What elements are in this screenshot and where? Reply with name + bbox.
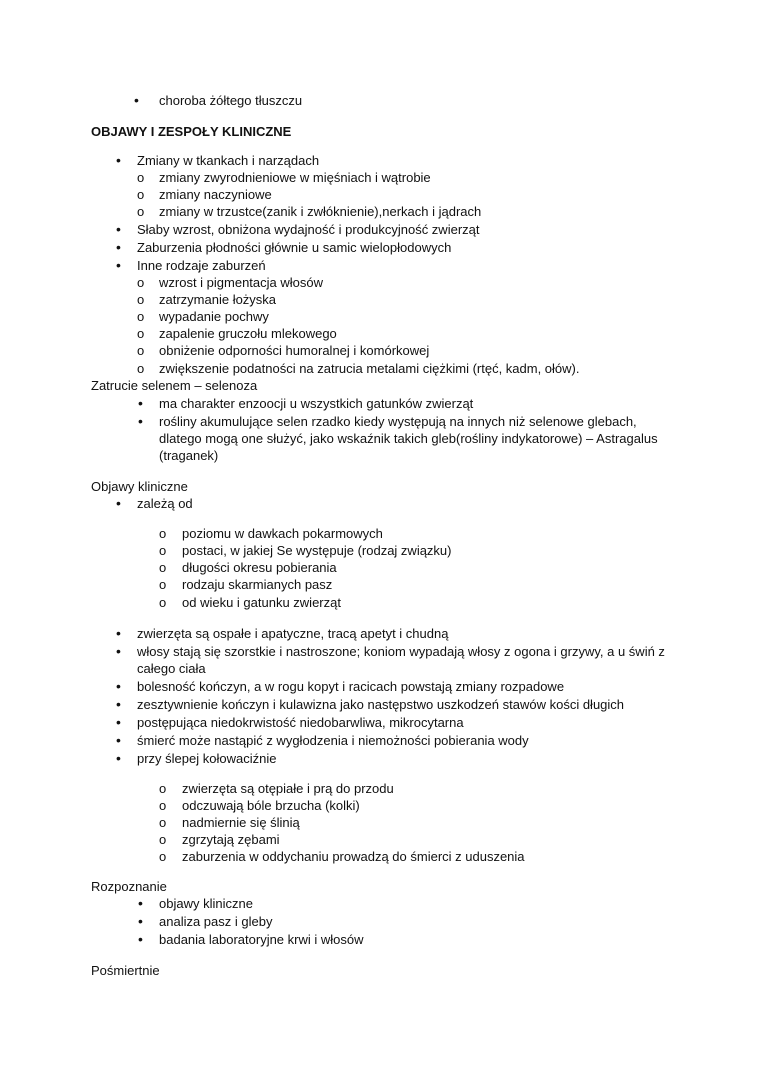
sub-list-item: zmiany zwyrodnieniowe w mięśniach i wątrobie [159, 170, 431, 185]
circle-bullet-icon: o [137, 326, 145, 341]
list-item: bolesność kończyn, a w rogu kopyt i racicach powstają zmiany rozpadowe [137, 679, 565, 694]
bullet-icon: • [116, 643, 121, 659]
sub-list-item: obniżenie odporności humoralnej i komórkowej [159, 343, 430, 358]
list-item: postępująca niedokrwistość niedobarwliwa, mikrocytarna [137, 715, 464, 730]
bullet-icon: • [116, 714, 121, 730]
list-item: przy ślepej kołowaciźnie [137, 751, 277, 766]
list-item: Słaby wzrost, obniżona wydajność i produkcyjność zwierząt [137, 222, 480, 237]
circle-bullet-icon: o [159, 526, 167, 541]
bullet-icon: • [138, 895, 143, 911]
sub-list-item: zgrzytają zębami [182, 832, 280, 847]
list-item: ma charakter enzoocji u wszystkich gatunków zwierząt [159, 396, 474, 411]
circle-bullet-icon: o [159, 577, 167, 592]
bullet-icon: • [138, 931, 143, 947]
bullet-icon: • [116, 750, 121, 766]
list-item-line: całego ciała [137, 661, 206, 676]
section-heading-objawy-zespoly: OBJAWY I ZESPOŁY KLINICZNE [91, 124, 292, 139]
circle-bullet-icon: o [159, 798, 167, 813]
circle-bullet-icon: o [159, 815, 167, 830]
circle-bullet-icon: o [159, 832, 167, 847]
list-item: choroba żółtego tłuszczu [159, 93, 303, 108]
bullet-icon: • [116, 678, 121, 694]
sub-list-item: zwiększenie podatności na zatrucia metalami ciężkimi (rtęć, kadm, ołów). [159, 361, 580, 376]
sub-list-item: poziomu w dawkach pokarmowych [182, 526, 383, 541]
section-heading-rozpoznanie: Rozpoznanie [91, 879, 167, 894]
sub-list-item: rodzaju skarmianych pasz [182, 577, 333, 592]
circle-bullet-icon: o [137, 170, 145, 185]
sub-list-item: wzrost i pigmentacja włosów [159, 275, 324, 290]
circle-bullet-icon: o [137, 343, 145, 358]
circle-bullet-icon: o [159, 560, 167, 575]
list-item: objawy kliniczne [159, 896, 253, 911]
section-heading-selenoza: Zatrucie selenem – selenoza [91, 378, 258, 393]
bullet-icon: • [138, 413, 143, 429]
list-item: zwierzęta są ospałe i apatyczne, tracą apetyt i chudną [137, 626, 449, 641]
sub-list-item: zmiany naczyniowe [159, 187, 272, 202]
circle-bullet-icon: o [137, 309, 145, 324]
list-item-line: rośliny akumulujące selen rzadko kiedy występują na innych niż selenowe glebach, [159, 414, 637, 429]
sub-list-item: zmiany w trzustce(zanik i zwłóknienie),nerkach i jądrach [159, 204, 482, 219]
sub-list-item: długości okresu pobierania [182, 560, 337, 575]
bullet-icon: • [116, 239, 121, 255]
list-item: Zaburzenia płodności głównie u samic wielopłodowych [137, 240, 452, 255]
list-item-line: (traganek) [159, 448, 219, 463]
sub-list-item: nadmiernie się ślinią [182, 815, 300, 830]
list-item: Inne rodzaje zaburzeń [137, 258, 266, 273]
bullet-icon: • [138, 395, 143, 411]
circle-bullet-icon: o [159, 543, 167, 558]
sub-list-item: odczuwają bóle brzucha (kolki) [182, 798, 360, 813]
circle-bullet-icon: o [137, 275, 145, 290]
sub-list-item: zatrzymanie łożyska [159, 292, 277, 307]
circle-bullet-icon: o [159, 849, 167, 864]
list-item-line: dlatego mogą one służyć, jako wskaźnik takich gleb(rośliny indykatorowe) – Astragalus [159, 431, 658, 446]
list-item: Zmiany w tkankach i narządach [137, 153, 320, 168]
circle-bullet-icon: o [159, 781, 167, 796]
list-item-line: włosy stają się szorstkie i nastroszone; koniom wypadają włosy z ogona i grzywy, a u świń z [137, 644, 665, 659]
list-item: zależą od [137, 496, 193, 511]
circle-bullet-icon: o [137, 187, 145, 202]
bullet-icon: • [116, 495, 121, 511]
sub-list-item: postaci, w jakiej Se występuje (rodzaj związku) [182, 543, 452, 558]
section-heading-posmiertnie: Pośmiertnie [91, 963, 160, 978]
sub-list-item: zwierzęta są otępiałe i prą do przodu [182, 781, 394, 796]
section-heading-objawy-kliniczne: Objawy kliniczne [91, 479, 188, 494]
bullet-icon: • [116, 152, 121, 168]
sub-list-item: zaburzenia w oddychaniu prowadzą do śmierci z uduszenia [182, 849, 525, 864]
bullet-icon: • [134, 92, 139, 108]
bullet-icon: • [116, 625, 121, 641]
sub-list-item: od wieku i gatunku zwierząt [182, 595, 341, 610]
bullet-icon: • [116, 732, 121, 748]
bullet-icon: • [116, 696, 121, 712]
sub-list-item: zapalenie gruczołu mlekowego [159, 326, 337, 341]
circle-bullet-icon: o [159, 595, 167, 610]
list-item: analiza pasz i gleby [159, 914, 273, 929]
circle-bullet-icon: o [137, 292, 145, 307]
circle-bullet-icon: o [137, 361, 145, 376]
list-item: zesztywnienie kończyn i kulawizna jako następstwo uszkodzeń stawów kości długich [137, 697, 625, 712]
bullet-icon: • [116, 257, 121, 273]
list-item: badania laboratoryjne krwi i włosów [159, 932, 364, 947]
bullet-icon: • [116, 221, 121, 237]
bullet-icon: • [138, 913, 143, 929]
sub-list-item: wypadanie pochwy [159, 309, 269, 324]
circle-bullet-icon: o [137, 204, 145, 219]
list-item: śmierć może nastąpić z wygłodzenia i niemożności pobierania wody [137, 733, 529, 748]
